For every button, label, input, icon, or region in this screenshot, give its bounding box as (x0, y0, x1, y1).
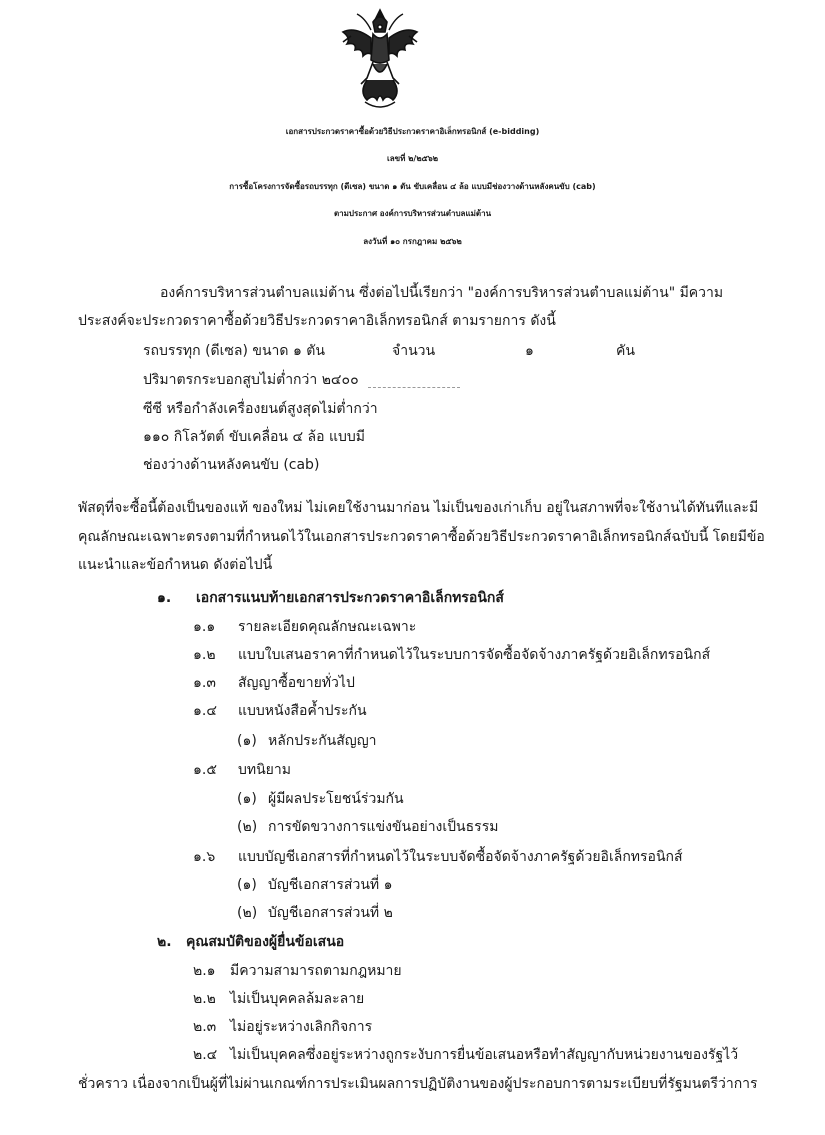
paragraph-line: คุณลักษณะเฉพาะตรงตามที่กำหนดไว้ในเอกสารประกวดราคาซื้อด้วยวิธีประกวดราคาอิเล็กทรอนิกส์ฉบับนี้ โดยมีข้อ (78, 529, 765, 545)
sub-item-number: (๑) (237, 733, 257, 749)
quantity-unit: คัน (616, 343, 635, 359)
sub-item-number: (๑) (237, 877, 257, 893)
list-item-number: ๒.๓ (193, 1019, 217, 1035)
section-title: คุณสมบัติของผู้ยื่นข้อเสนอ (186, 934, 345, 950)
document-date: ลงวันที่ ๑๐ กรกฎาคม ๒๕๖๒ (363, 237, 462, 246)
document-title: เอกสารประกวดราคาซื้อด้วยวิธีประกวดราคาอิเล็กทรอนิกส์ (e-bidding) (285, 127, 540, 136)
list-item-text: บทนิยาม (238, 762, 291, 778)
sub-item-text: บัญชีเอกสารส่วนที่ ๑ (268, 877, 393, 893)
list-item-text: รายละเอียดคุณลักษณะเฉพาะ (238, 619, 417, 635)
list-item-text: มีความสามารถตามกฎหมาย (230, 963, 402, 979)
list-item-number: ๑.๖ (193, 849, 216, 865)
continuation-line: ชั่วคราว เนื่องจากเป็นผู้ที่ไม่ผ่านเกณฑ์การประเมินผลการปฏิบัติงานของผู้ประกอบการตามระเบียบที่รัฐมนตรีว่าการ (78, 1076, 758, 1092)
list-item-text: ไม่อยู่ระหว่างเลิกกิจการ (230, 1019, 373, 1035)
sub-item-number: (๒) (237, 819, 258, 835)
announcement-line: ตามประกาศ องค์การบริหารส่วนตำบลแม่ต้าน (333, 209, 492, 218)
list-item-text: แบบบัญชีเอกสารที่กำหนดไว้ในระบบจัดซื้อจัดจ้างภาครัฐด้วยอิเล็กทรอนิกส์ (238, 849, 683, 865)
sub-item-text: การขัดขวางการแข่งขันอย่างเป็นธรรม (268, 819, 499, 835)
intro-line: องค์การบริหารส่วนตำบลแม่ต้าน ซึ่งต่อไปนี้เรียกว่า "องค์การบริหารส่วนตำบลแม่ต้าน" มีความ (160, 285, 724, 301)
list-item-number: ๑.๓ (193, 675, 216, 691)
list-item-text: ไม่เป็นบุคคลซึ่งอยู่ระหว่างถูกระงับการยื่นข้อเสนอหรือทำสัญญากับหน่วยงานของรัฐไว้ (230, 1047, 739, 1063)
quantity-label: จำนวน (392, 343, 436, 359)
paragraph-line: แนะนำและข้อกำหนด ดังต่อไปนี้ (78, 557, 273, 573)
list-item-number: ๑.๒ (193, 647, 216, 663)
list-item-text: ไม่เป็นบุคคลล้มละลาย (230, 991, 365, 1007)
item-description-line: ปริมาตรกระบอกสูบไม่ต่ำกว่า ๒๔๐๐ (143, 372, 359, 388)
garuda-emblem-icon (337, 8, 423, 112)
sub-item-number: (๑) (237, 791, 257, 807)
list-item-number: ๑.๕ (193, 762, 217, 778)
sub-item-number: (๒) (237, 905, 258, 921)
list-item-text: สัญญาซื้อขายทั่วไป (238, 675, 355, 691)
section-title: เอกสารแนบท้ายเอกสารประกวดราคาอิเล็กทรอนิกส์ (196, 590, 504, 606)
document-subject: การซื้อโครงการจัดซื้อรถบรรทุก (ดีเซล) ขนาด ๑ ตัน ขับเคลื่อน ๔ ล้อ แบบมีช่องวางด้านหลังคนขับ (cab) (229, 182, 596, 191)
item-description-line: ซีซี หรือกำลังเครื่องยนต์สูงสุดไม่ต่ำกว่า (143, 401, 378, 417)
list-item-number: ๑.๔ (193, 703, 217, 719)
sub-item-text: บัญชีเอกสารส่วนที่ ๒ (268, 905, 393, 921)
sub-item-text: ผู้มีผลประโยชน์ร่วมกัน (268, 791, 404, 807)
blank-line (368, 387, 460, 388)
list-item-text: แบบใบเสนอราคาที่กำหนดไว้ในระบบการจัดซื้อจัดจ้างภาครัฐด้วยอิเล็กทรอนิกส์ (238, 647, 711, 663)
list-item-number: ๑.๑ (193, 619, 216, 635)
item-description-line: รถบรรทุก (ดีเซล) ขนาด ๑ ตัน (143, 343, 325, 359)
item-description-line: ช่องว่างด้านหลังคนขับ (cab) (143, 457, 320, 473)
item-description-line: ๑๑๐ กิโลวัตต์ ขับเคลื่อน ๔ ล้อ แบบมี (143, 429, 365, 445)
quantity-value: ๑ (525, 343, 534, 359)
list-item-number: ๒.๒ (193, 991, 216, 1007)
intro-line: ประสงค์จะประกวดราคาซื้อด้วยวิธีประกวดราคาอิเล็กทรอนิกส์ ตามรายการ ดังนี้ (78, 313, 556, 329)
list-item-number: ๒.๔ (193, 1047, 218, 1063)
section-number: ๑. (157, 590, 172, 606)
document-number: เลขที่ ๒/๒๕๖๒ (386, 154, 439, 163)
sub-item-text: หลักประกันสัญญา (268, 733, 377, 749)
list-item-number: ๒.๑ (193, 963, 216, 979)
paragraph-line: พัสดุที่จะซื้อนี้ต้องเป็นของแท้ ของใหม่ ไม่เคยใช้งานมาก่อน ไม่เป็นของเก่าเก็บ อยู่ในสภาพที่จะใช้งานได้ทันทีและมี (78, 500, 759, 516)
list-item-text: แบบหนังสือค้ำประกัน (238, 703, 367, 719)
section-number: ๒. (157, 934, 172, 950)
